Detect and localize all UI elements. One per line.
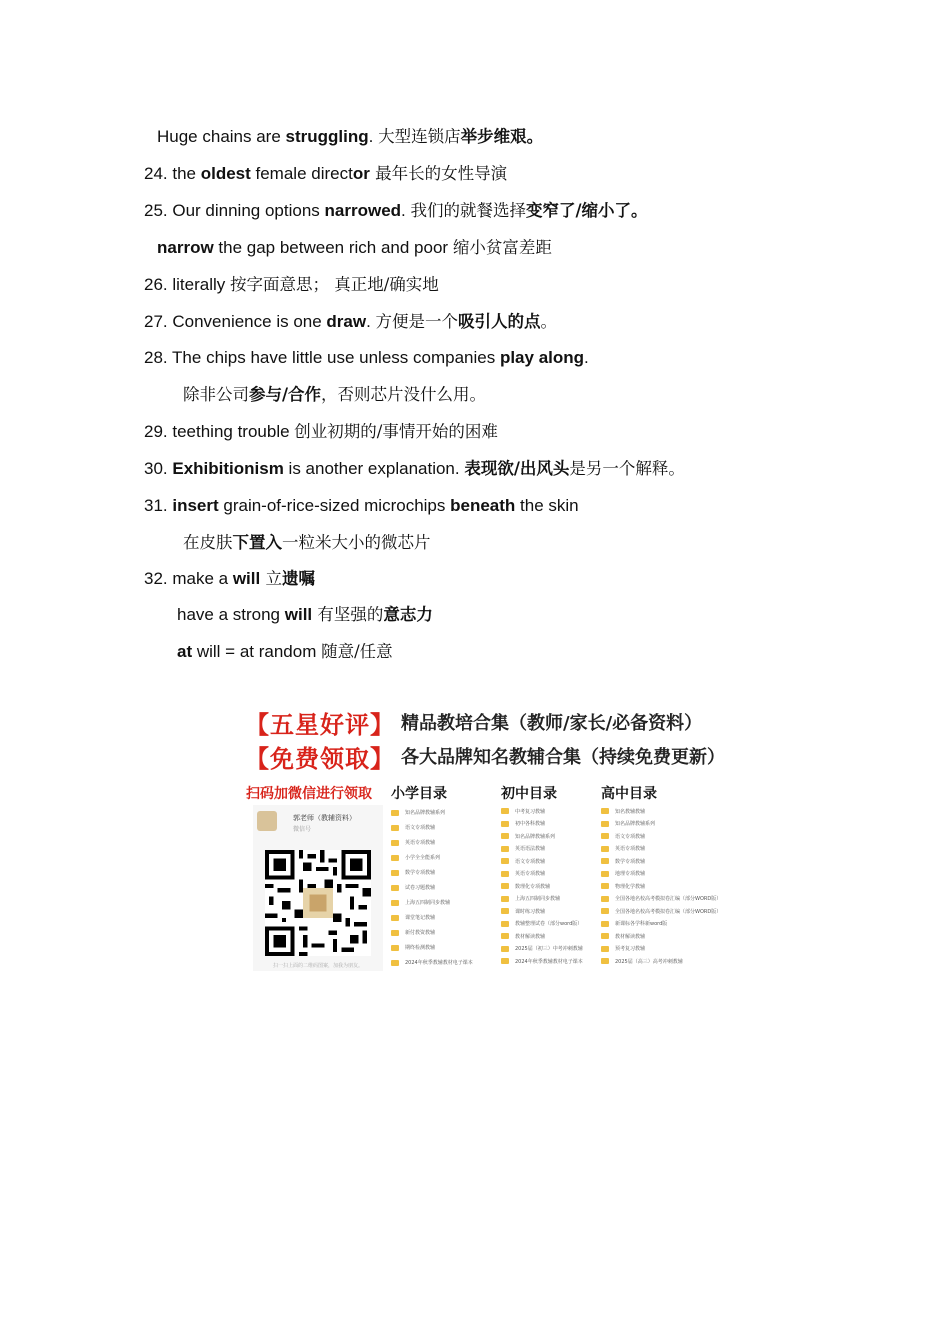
folder-icon bbox=[501, 908, 509, 914]
folder-icon bbox=[391, 930, 399, 936]
folder-item bbox=[601, 868, 721, 881]
folder-item bbox=[501, 843, 583, 856]
line-29: 29. teething trouble 创业初期的/事情开始的困难 bbox=[144, 422, 498, 441]
folder-item bbox=[601, 818, 721, 831]
folder-label: 上海五四制同步教辅 bbox=[405, 900, 451, 906]
folder-icon bbox=[601, 921, 609, 927]
folder-icon bbox=[501, 871, 509, 877]
line-28: 28. The chips have little use unless companies play along. bbox=[144, 348, 589, 367]
folder-icon bbox=[391, 840, 399, 846]
line-32-at-will: at will = at random 随意/任意 bbox=[177, 642, 393, 661]
folder-item bbox=[601, 805, 721, 818]
folder-item bbox=[501, 918, 583, 931]
line-26: 26. literally 按字面意思； 真正地/确实地 bbox=[144, 275, 439, 294]
folder-label: 2024年秋季教辅教材电子课本 bbox=[515, 958, 583, 965]
folder-icon bbox=[501, 921, 509, 927]
folder-item bbox=[391, 850, 473, 865]
folder-icon bbox=[601, 946, 609, 952]
folder-label: 试卷习题教辅 bbox=[405, 885, 436, 891]
folder-icon bbox=[601, 808, 609, 814]
primary-folder-list bbox=[391, 805, 473, 970]
folder-item bbox=[601, 830, 721, 843]
folder-icon bbox=[391, 855, 399, 861]
folder-item bbox=[391, 820, 473, 835]
folder-label: 语文专项教辅 bbox=[615, 833, 646, 840]
line-30: 30. Exhibitionism is another explanation. 表现欲/出风头是另一个解释。 bbox=[144, 459, 685, 478]
scan-label: 扫码加微信进行领取 bbox=[246, 786, 372, 802]
folder-item bbox=[501, 893, 583, 906]
avatar bbox=[257, 811, 277, 831]
folder-icon bbox=[501, 883, 509, 889]
folder-label: 课堂笔记教辅 bbox=[405, 915, 436, 921]
folder-item bbox=[501, 905, 583, 918]
folder-label: 教材解读教辅 bbox=[615, 933, 646, 940]
folder-label: 数理化专项教辅 bbox=[515, 883, 551, 890]
folder-item bbox=[601, 905, 721, 918]
line-27: 27. Convenience is one draw. 方便是一个吸引人的点。 bbox=[144, 312, 558, 331]
banner-row-2: 【免费领取】 各大品牌知名教辅合集（持续免费更新） bbox=[245, 743, 725, 773]
banner-row-1: 【五星好评】 精品教培合集（教师/家长/必备资料） bbox=[245, 709, 703, 739]
folder-item bbox=[501, 818, 583, 831]
folder-item bbox=[501, 930, 583, 943]
folder-label: 教材解读教辅 bbox=[515, 933, 546, 940]
line-28-cn: 除非公司参与/合作，否则芯片没什么用。 bbox=[183, 385, 487, 404]
folder-icon bbox=[601, 896, 609, 902]
folder-label: 语文专项教辅 bbox=[405, 825, 436, 831]
folder-icon bbox=[391, 945, 399, 951]
folder-item bbox=[391, 805, 473, 820]
line-24: 24. the oldest female director 最年长的女性导演 bbox=[144, 164, 508, 183]
folder-label: 小学全全能系列 bbox=[405, 855, 441, 861]
folder-label: 知名品牌教辅系列 bbox=[405, 810, 446, 816]
folder-item bbox=[601, 930, 721, 943]
user-name: 郭老师（教辅资料） bbox=[293, 814, 356, 822]
col-primary-title: 小学目录 bbox=[391, 786, 447, 802]
folder-icon bbox=[501, 808, 509, 814]
folder-icon bbox=[501, 896, 509, 902]
folder-item bbox=[501, 880, 583, 893]
line-narrow: narrow the gap between rich and poor 缩小贫富差距 bbox=[157, 238, 552, 257]
folder-label: 中考复习教辅 bbox=[515, 808, 546, 815]
folder-label: 数学专项教辅 bbox=[405, 870, 436, 876]
folder-label: 期终检测教辅 bbox=[405, 945, 436, 951]
folder-label: 地理专项教辅 bbox=[615, 871, 646, 878]
senior-folder-list bbox=[601, 805, 721, 968]
user-sub: 微信号 bbox=[293, 826, 312, 833]
folder-item bbox=[601, 843, 721, 856]
promo-banner bbox=[243, 703, 725, 971]
folder-item bbox=[391, 835, 473, 850]
folder-label: 知名品牌教辅系列 bbox=[615, 821, 656, 828]
folder-icon bbox=[391, 900, 399, 906]
folder-label: 知名教辅教辅 bbox=[615, 808, 646, 815]
folder-item bbox=[601, 880, 721, 893]
folder-item bbox=[601, 955, 721, 968]
folder-icon bbox=[391, 810, 399, 816]
folder-item bbox=[601, 943, 721, 956]
folder-icon bbox=[601, 933, 609, 939]
folder-label: 2025届（初三）中考冲刺教辅 bbox=[515, 946, 583, 953]
folder-item bbox=[391, 925, 473, 940]
folder-label: 全国各地名校高考模拟卷汇编（部分WORD版） bbox=[615, 908, 722, 915]
folder-icon bbox=[501, 846, 509, 852]
folder-label: 英语语法教辅 bbox=[515, 846, 546, 853]
folder-label: 2025届（高三）高考冲刺教辅 bbox=[615, 958, 683, 965]
folder-item bbox=[601, 893, 721, 906]
folder-icon bbox=[501, 821, 509, 827]
folder-item bbox=[391, 955, 473, 970]
line-31-cn: 在皮肤下置入一粒米大小的微芯片 bbox=[183, 533, 431, 552]
folder-item bbox=[391, 910, 473, 925]
folder-item bbox=[501, 830, 583, 843]
folder-label: 英语专项教辅 bbox=[405, 840, 436, 846]
line-25: 25. Our dinning options narrowed. 我们的就餐选择变窄了/缩小了。 bbox=[144, 201, 648, 220]
folder-icon bbox=[391, 870, 399, 876]
folder-icon bbox=[391, 825, 399, 831]
folder-item bbox=[501, 805, 583, 818]
folder-label: 新付教资教辅 bbox=[405, 930, 436, 936]
folder-label: 课时练习教辅 bbox=[515, 908, 546, 915]
folder-icon bbox=[601, 821, 609, 827]
folder-item bbox=[391, 895, 473, 910]
folder-item bbox=[501, 955, 583, 968]
folder-item bbox=[391, 865, 473, 880]
folder-icon bbox=[501, 958, 509, 964]
col-senior-title: 高中目录 bbox=[601, 786, 657, 802]
folder-label: 教辅整理试卷（部分word版） bbox=[515, 921, 583, 928]
folder-label: 物理化学教辅 bbox=[615, 883, 646, 890]
folder-item bbox=[501, 868, 583, 881]
folder-label: 英语专项教辅 bbox=[615, 846, 646, 853]
folder-icon bbox=[601, 958, 609, 964]
folder-label: 新课标各学科新word版 bbox=[615, 921, 668, 928]
folder-item bbox=[391, 940, 473, 955]
folder-icon bbox=[501, 833, 509, 839]
folder-icon bbox=[391, 960, 399, 966]
folder-icon bbox=[601, 833, 609, 839]
folder-icon bbox=[391, 885, 399, 891]
folder-label: 英语专项教辅 bbox=[515, 871, 546, 878]
folder-item bbox=[601, 855, 721, 868]
folder-icon bbox=[501, 858, 509, 864]
folder-icon bbox=[501, 946, 509, 952]
folder-label: 初中各科教辅 bbox=[515, 821, 546, 828]
folder-label: 语文专项教辅 bbox=[515, 858, 546, 865]
folder-icon bbox=[501, 933, 509, 939]
folder-label: 全国各地名校高考模拟卷汇编（部分WORD版） bbox=[615, 896, 722, 903]
scan-hint: 扫一扫上面的二维码图案，加我为朋友。 bbox=[273, 963, 364, 969]
folder-item bbox=[601, 918, 721, 931]
folder-icon bbox=[601, 846, 609, 852]
line-32: 32. make a will 立遗嘱 bbox=[144, 569, 315, 588]
folder-item bbox=[391, 880, 473, 895]
line-chains: Huge chains are struggling. 大型连锁店举步维艰。 bbox=[157, 127, 544, 146]
line-32-will: have a strong will 有坚强的意志力 bbox=[177, 605, 433, 624]
line-31: 31. insert grain-of-rice-sized microchips beneath the skin bbox=[144, 496, 579, 515]
folder-icon bbox=[601, 908, 609, 914]
col-junior-title: 初中目录 bbox=[501, 786, 557, 802]
folder-label: 2024年秋季教辅教材电子课本 bbox=[405, 960, 473, 966]
folder-label: 预考复习教辅 bbox=[615, 946, 646, 953]
folder-icon bbox=[601, 858, 609, 864]
folder-item bbox=[501, 855, 583, 868]
folder-icon bbox=[391, 915, 399, 921]
junior-folder-list bbox=[501, 805, 583, 968]
folder-label: 知名品牌教辅系列 bbox=[515, 833, 556, 840]
folder-label: 上海五四制同步教辅 bbox=[515, 896, 561, 903]
folder-item bbox=[501, 943, 583, 956]
folder-icon bbox=[601, 871, 609, 877]
folder-icon bbox=[601, 883, 609, 889]
folder-label: 数学专项教辅 bbox=[615, 858, 646, 865]
qr-code[interactable] bbox=[265, 850, 371, 956]
